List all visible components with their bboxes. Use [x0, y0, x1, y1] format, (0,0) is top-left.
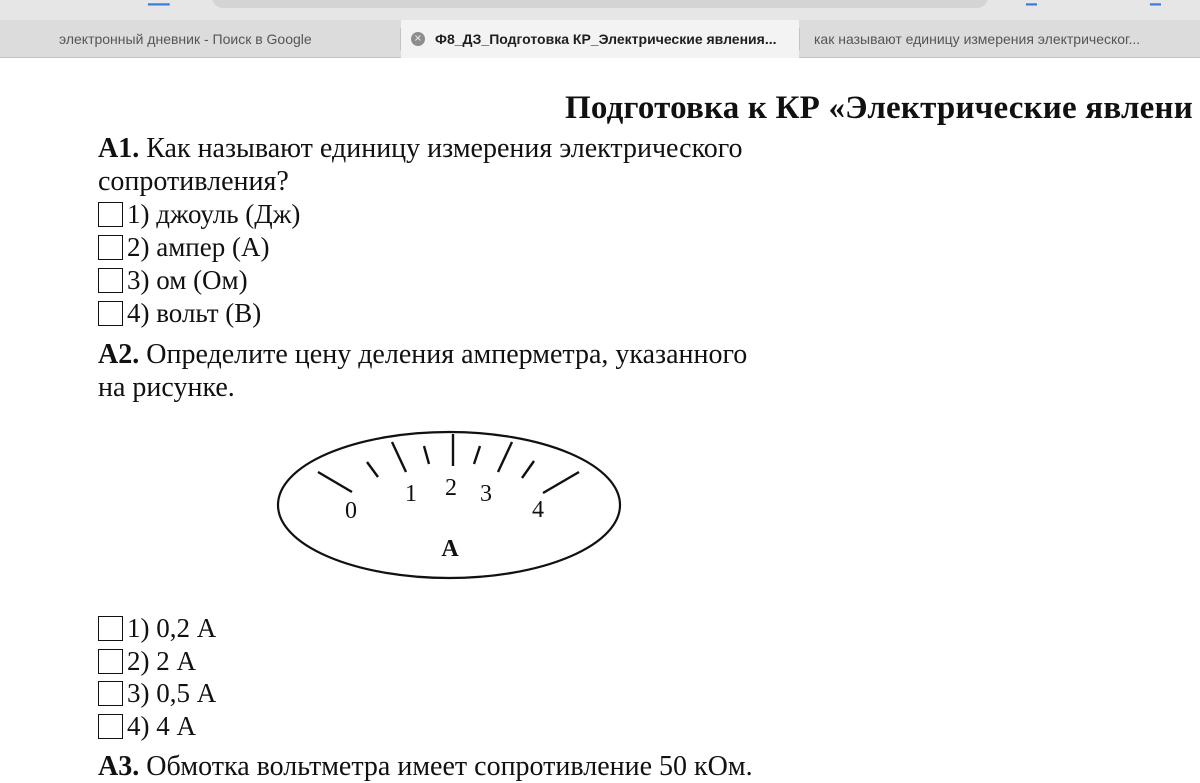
- scale-label: 1: [405, 481, 417, 507]
- option-label: 1) 0,2 А: [127, 613, 217, 643]
- checkbox[interactable]: [98, 268, 123, 293]
- answer-option[interactable]: [98, 645, 196, 677]
- tab-title: Ф8_ДЗ_Подготовка КР_Электрические явления...: [435, 31, 777, 47]
- scale-tick-minor: [367, 462, 378, 477]
- answer-option[interactable]: [98, 297, 261, 329]
- ammeter-figure: [276, 428, 626, 586]
- scale-tick-1: [392, 442, 406, 472]
- checkbox[interactable]: [98, 235, 123, 260]
- checkbox[interactable]: [98, 649, 123, 674]
- option-label: 2) 2 А: [127, 646, 196, 676]
- unit-label: А: [441, 536, 459, 562]
- option-label: 2) ампер (А): [127, 232, 270, 262]
- address-bar[interactable]: [212, 0, 988, 8]
- option-label: 1) джоуль (Дж): [127, 199, 301, 229]
- question-a2: [98, 338, 747, 371]
- checkbox[interactable]: [98, 714, 123, 739]
- question-number: А1.: [98, 133, 140, 164]
- scale-label: 2: [445, 475, 457, 501]
- answer-option[interactable]: [98, 677, 216, 709]
- question-text: Определите цену деления амперметра, указанного: [146, 339, 748, 370]
- tab-strip: [0, 20, 1200, 58]
- tab-title: электронный дневник - Поиск в Google: [59, 31, 312, 47]
- question-text: Обмотка вольтметра имеет сопротивление 50 кОм.: [146, 751, 753, 782]
- checkbox[interactable]: [98, 616, 123, 641]
- question-a3: [98, 750, 753, 783]
- share-icon[interactable]: [1026, 0, 1037, 4]
- question-number: А2.: [98, 339, 140, 370]
- question-number: А3.: [98, 751, 140, 782]
- tab-homework-doc[interactable]: [401, 20, 799, 58]
- scale-tick-minor: [424, 446, 429, 464]
- browser-toolbar: [0, 0, 1200, 20]
- toolbar-button-partial[interactable]: [148, 0, 170, 4]
- question-text: Как называют единицу измерения электрического: [146, 133, 743, 164]
- scale-label: 0: [345, 498, 357, 524]
- answer-option[interactable]: [98, 231, 269, 263]
- answer-option[interactable]: [98, 264, 248, 296]
- scale-tick-minor: [474, 446, 480, 464]
- option-label: 4) 4 А: [127, 711, 196, 741]
- scale-tick-minor: [522, 461, 534, 478]
- scale-tick-3: [498, 442, 512, 472]
- question-text-continued: на рисунке.: [98, 372, 235, 403]
- scale-label: 4: [532, 497, 544, 523]
- question-text-continued: сопротивления?: [98, 166, 289, 197]
- option-label: 3) 0,5 А: [127, 678, 217, 708]
- tab-google-search[interactable]: [0, 20, 400, 58]
- option-label: 3) ом (Ом): [127, 265, 248, 295]
- tab-answer-search[interactable]: [800, 20, 1200, 58]
- answer-option[interactable]: [98, 710, 196, 742]
- scale-tick-4: [543, 472, 579, 493]
- page-title: Подготовка к КР «Электрические явлени: [565, 90, 1193, 126]
- tab-title: как называют единицу измерения электрическог...: [814, 31, 1141, 47]
- tabs-overview-icon[interactable]: [1150, 0, 1161, 4]
- answer-option[interactable]: [98, 612, 216, 644]
- checkbox[interactable]: [98, 301, 123, 326]
- option-label: 4) вольт (В): [127, 298, 262, 328]
- scale-label: 3: [480, 481, 492, 507]
- checkbox[interactable]: [98, 202, 123, 227]
- close-icon[interactable]: ×: [411, 32, 425, 46]
- answer-option[interactable]: [98, 198, 300, 230]
- checkbox[interactable]: [98, 681, 123, 706]
- question-a1: [98, 132, 743, 165]
- scale-tick-0: [318, 472, 352, 492]
